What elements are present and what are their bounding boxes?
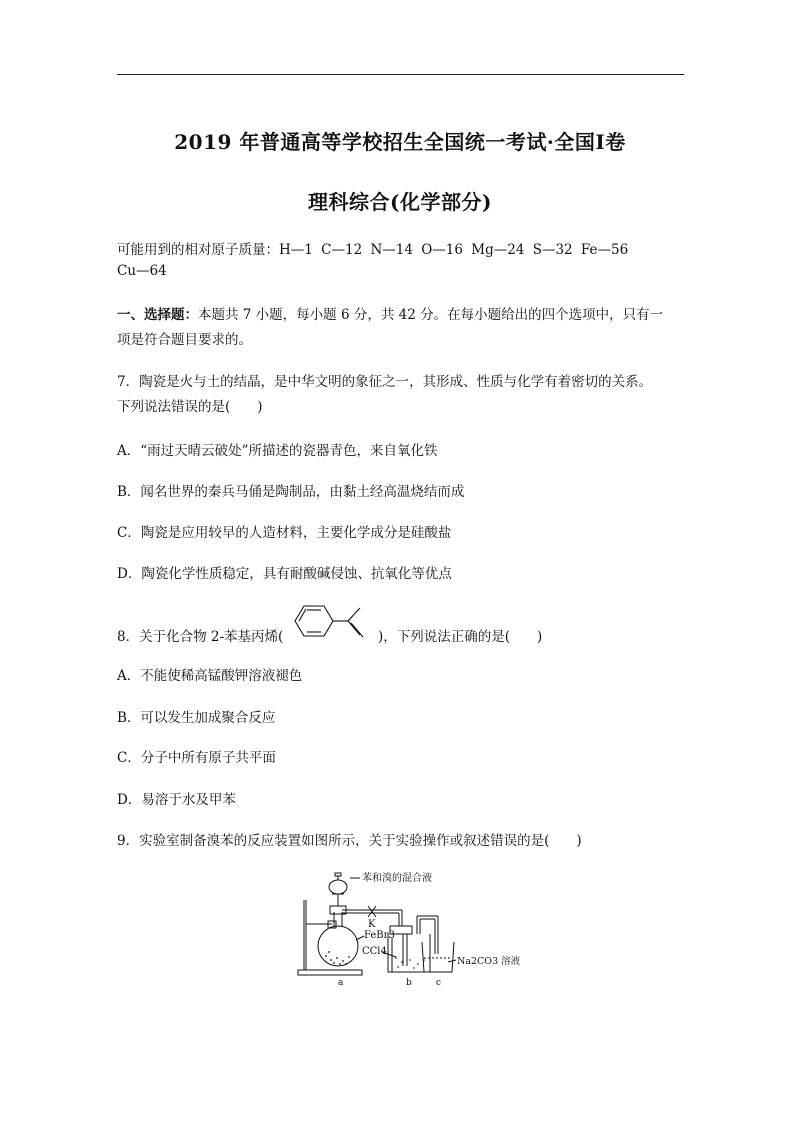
q7-option-a: A．“雨过天晴云破处”所描述的瓷器青色，来自氧化铁 <box>117 443 438 459</box>
label-febr3: FeBr3 <box>364 930 395 941</box>
bromobenzene-apparatus-diagram <box>290 872 530 994</box>
section-text1: 本题共 7 小题，每小题 6 分，共 42 分。在每小题给出的四个选项中，只有一 <box>198 307 664 323</box>
top-rule <box>117 74 684 75</box>
exam-subtitle: 理科综合(化学部分) <box>308 190 492 214</box>
q7-stem-line1: 7．陶瓷是火与土的结晶，是中华文明的象征之一，其形成、性质与化学有着密切的关系。 <box>117 374 653 390</box>
q7-option-b: B．闻名世界的秦兵马俑是陶制品，由黏土经高温烧结而成 <box>117 484 465 500</box>
2-phenylpropene-structure <box>290 602 380 646</box>
label-na2co3: Na2CO3 溶液 <box>457 956 521 967</box>
section-instructions-line2: 项是符合题目要求的。 <box>117 332 252 348</box>
section-heading: 一、选择题： <box>117 307 198 323</box>
exam-title: 2019 年普通高等学校招生全国统一考试·全国Ⅰ卷 <box>174 130 626 154</box>
q8-option-d: D．易溶于水及甲苯 <box>117 792 236 808</box>
q8-option-c: C．分子中所有原子共平面 <box>117 750 276 766</box>
label-b: b <box>406 978 412 988</box>
atomic-masses-line1: 可能用到的相对原子质量：H—1 C—12 N—14 O—16 Mg—24 S—32 Fe—56 <box>117 242 629 258</box>
q8-option-b: B．可以发生加成聚合反应 <box>117 710 276 726</box>
q7-stem-line2: 下列说法错误的是( ) <box>117 399 263 415</box>
q8-stem-part2: )，下列说法正确的是( ) <box>378 629 543 645</box>
q9-stem: 9．实验室制备溴苯的反应装置如图所示，关于实验操作或叙述错误的是( ) <box>117 833 582 849</box>
q8-stem-part1: 8．关于化合物 2-苯基丙烯( <box>117 629 284 645</box>
label-ccl4: CCl4 <box>362 946 387 957</box>
label-mixture: 苯和溴的混合液 <box>362 873 432 884</box>
label-k: K <box>368 919 376 930</box>
atomic-masses-line2: Cu—64 <box>117 263 167 279</box>
q8-option-a: A．不能使稀高锰酸钾溶液褪色 <box>117 668 303 684</box>
q7-option-d: D．陶瓷化学性质稳定，具有耐酸碱侵蚀、抗氧化等优点 <box>117 566 452 582</box>
label-c: c <box>436 978 442 988</box>
label-a: a <box>338 978 344 988</box>
section-instructions-line1 <box>117 303 663 323</box>
q7-option-c: C．陶瓷是应用较早的人造材料，主要化学成分是硅酸盐 <box>117 525 452 541</box>
